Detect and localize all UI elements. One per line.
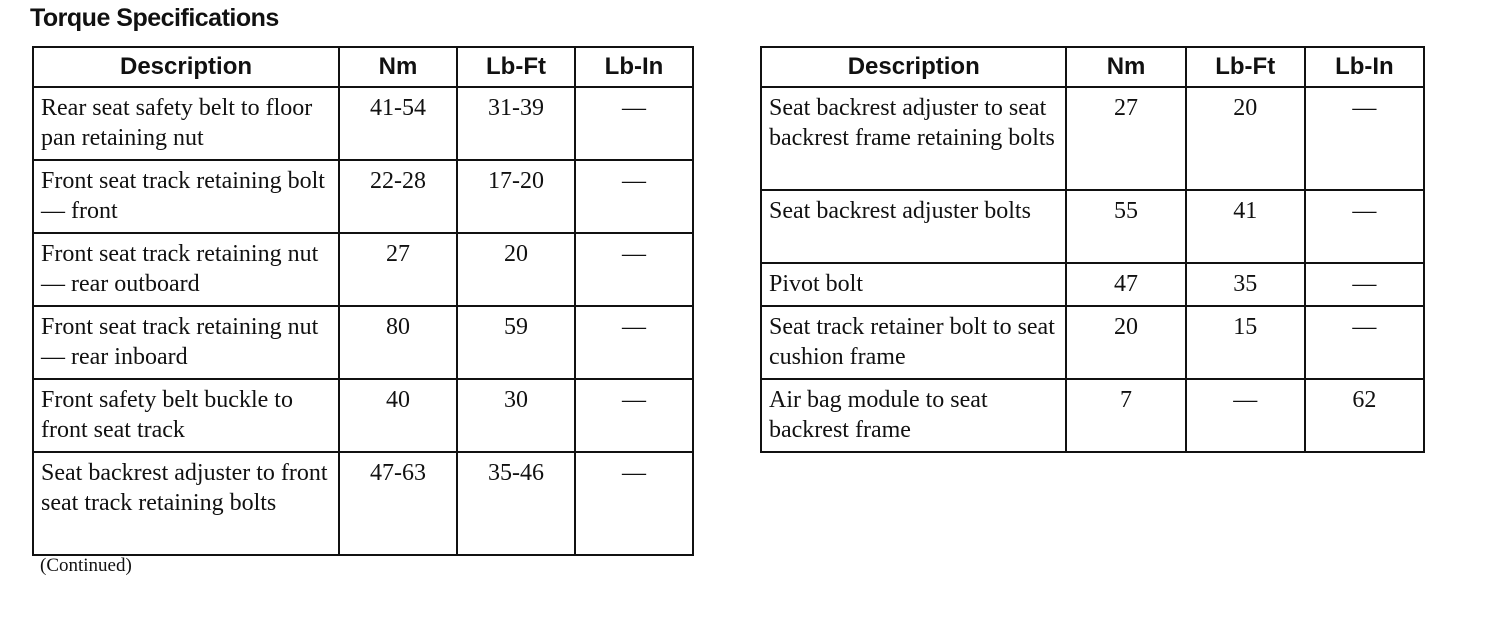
lb-in-cell: — <box>575 160 693 233</box>
nm-cell: 55 <box>1066 190 1185 263</box>
table-row <box>761 263 1424 306</box>
description-cell: Front safety belt buckle to front seat track <box>33 379 339 452</box>
lb-ft-cell: 30 <box>457 379 575 452</box>
lb-ft-cell: 17-20 <box>457 160 575 233</box>
lb-ft-cell: 41 <box>1186 190 1305 263</box>
table-row <box>761 306 1424 379</box>
description-cell: Seat track retainer bolt to seat cushion frame <box>761 306 1066 379</box>
description-cell: Seat backrest adjuster to seat backrest frame retaining bolts <box>761 87 1066 190</box>
nm-cell: 7 <box>1066 379 1185 452</box>
nm-cell: 47 <box>1066 263 1185 306</box>
table-row <box>33 87 693 160</box>
description-cell: Front seat track retaining nut — rear inboard <box>33 306 339 379</box>
lb-ft-cell: 20 <box>1186 87 1305 190</box>
nm-cell: 27 <box>339 233 457 306</box>
table-header-row <box>33 47 693 87</box>
lb-in-cell: — <box>575 452 693 555</box>
lb-in-cell: — <box>575 306 693 379</box>
column-header-lb-in: Lb-In <box>1305 47 1424 87</box>
nm-cell: 27 <box>1066 87 1185 190</box>
lb-in-cell: — <box>1305 306 1424 379</box>
lb-in-cell: — <box>575 233 693 306</box>
nm-cell: 20 <box>1066 306 1185 379</box>
lb-in-cell: — <box>575 87 693 160</box>
lb-ft-cell: 15 <box>1186 306 1305 379</box>
column-header-description: Description <box>33 47 339 87</box>
torque-table-right <box>760 46 1425 453</box>
table-row <box>761 190 1424 263</box>
table-row <box>761 379 1424 452</box>
description-cell: Front seat track retaining nut — rear outboard <box>33 233 339 306</box>
lb-ft-cell: 35 <box>1186 263 1305 306</box>
torque-table-left <box>32 46 694 556</box>
description-cell: Air bag module to seat backrest frame <box>761 379 1066 452</box>
table-header-row <box>761 47 1424 87</box>
column-header-nm: Nm <box>339 47 457 87</box>
lb-in-cell: 62 <box>1305 379 1424 452</box>
column-header-lb-ft: Lb-Ft <box>1186 47 1305 87</box>
column-header-description: Description <box>761 47 1066 87</box>
nm-cell: 22-28 <box>339 160 457 233</box>
lb-in-cell: — <box>1305 190 1424 263</box>
description-cell: Seat backrest adjuster bolts <box>761 190 1066 263</box>
lb-ft-cell: 20 <box>457 233 575 306</box>
description-cell: Seat backrest adjuster to front seat track retaining bolts <box>33 452 339 555</box>
lb-ft-cell: 35-46 <box>457 452 575 555</box>
lb-in-cell: — <box>1305 263 1424 306</box>
lb-in-cell: — <box>1305 87 1424 190</box>
table-row <box>33 306 693 379</box>
column-header-lb-in: Lb-In <box>575 47 693 87</box>
table-row <box>761 87 1424 190</box>
page-title: Torque Specifications <box>30 4 279 32</box>
description-cell: Rear seat safety belt to floor pan retaining nut <box>33 87 339 160</box>
description-cell: Front seat track retaining bolt — front <box>33 160 339 233</box>
nm-cell: 47-63 <box>339 452 457 555</box>
lb-in-cell: — <box>575 379 693 452</box>
nm-cell: 80 <box>339 306 457 379</box>
lb-ft-cell: 59 <box>457 306 575 379</box>
table-row <box>33 160 693 233</box>
continued-note: (Continued) <box>40 555 132 576</box>
column-header-nm: Nm <box>1066 47 1185 87</box>
lb-ft-cell: 31-39 <box>457 87 575 160</box>
table-row <box>33 379 693 452</box>
nm-cell: 40 <box>339 379 457 452</box>
column-header-lb-ft: Lb-Ft <box>457 47 575 87</box>
table-row <box>33 452 693 555</box>
lb-ft-cell: — <box>1186 379 1305 452</box>
nm-cell: 41-54 <box>339 87 457 160</box>
table-row <box>33 233 693 306</box>
description-cell: Pivot bolt <box>761 263 1066 306</box>
